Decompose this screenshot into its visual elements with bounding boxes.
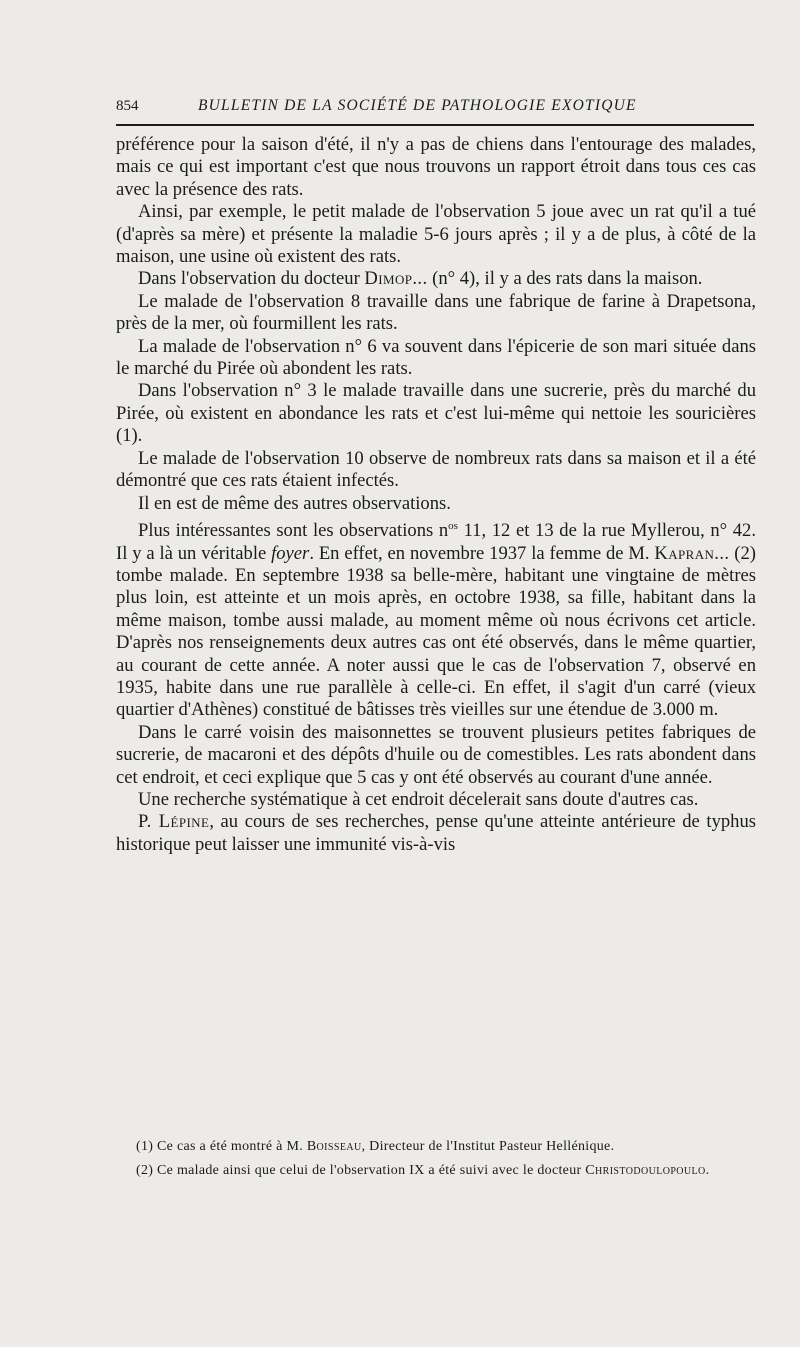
paragraph-9-text-a: Plus intéressantes sont les observations n bbox=[138, 520, 449, 542]
paragraph-12-text: , au cours de ses recherches, pense qu'une atteinte antérieure de typhus historique peut laisser une immunité vis-à-vis bbox=[116, 811, 756, 855]
footnote-2-text-b: . bbox=[705, 1163, 710, 1178]
footnotes bbox=[116, 1138, 756, 1186]
paragraph-11: Une recherche systématique à cet endroit décelerait sans doute d'autres cas. bbox=[138, 788, 699, 810]
footnote-1 bbox=[116, 1138, 756, 1156]
paragraph-9-text-d: (2) tombe malade. En septembre 1938 sa belle-mère, habitant une vingtaine de mètres plus loin, est atteinte et un mois après, en octobre 1938, sa fille, habitant dans la même maison, tombe aussi malade, au moment même où nous écrivons cet article. D'après nos renseignements deux autres cas ont été observés, dans le même quartier, au courant de cette année. A noter aussi que le cas de l'observation 7, observé en 1935, habite dans une rue parallèle à celle-ci. En effet, il s'agit d'un carré (vieux quartier d'Athènes) constitué de bâtisses très vieilles sur une étendue de 3.000 m. bbox=[116, 542, 756, 721]
author-name-lepine: P. Lépine bbox=[138, 811, 210, 833]
paragraph-9-text-c: . En effet, en novembre 1937 la femme de M. bbox=[309, 542, 655, 564]
paragraph-1: préférence pour la saison d'été, il n'y a pas de chiens dans l'entourage des malades, mais ce qui est important c'est que nous trouvons un rapport étroit dans tous ces cas avec la présence des rats. bbox=[116, 134, 756, 200]
page-number: 854 bbox=[116, 98, 139, 114]
paragraph-6: Dans l'observation n° 3 le malade travaille dans une sucrerie, près du marché du Pirée, où existent en abondance les rats et c'est lui-même qui nettoie les souricières (1). bbox=[116, 380, 756, 447]
paragraph-9-text-b: 11, 12 et 13 de la rue Myllerou, n° 42. Il y a là un véritable bbox=[116, 520, 756, 564]
footnote-1-text-a: (1) Ce cas a été montré à M. bbox=[136, 1139, 307, 1154]
paragraph-3-text-a: Dans l'observation du docteur bbox=[138, 268, 365, 290]
footnote-2-text-a: (2) Ce malade ainsi que celui de l'observation IX a été suivi avec le docteur bbox=[136, 1163, 586, 1178]
running-title: BULLETIN DE LA SOCIÉTÉ DE PATHOLOGIE EXOTIQUE bbox=[198, 97, 637, 114]
name-christodoulopoulo: Christodoulopoulo bbox=[585, 1163, 706, 1178]
foyer-emphasis: foyer bbox=[271, 542, 310, 564]
paragraph-8: Il en est de même des autres observations. bbox=[138, 492, 451, 514]
body-text bbox=[116, 134, 756, 856]
footnote-1-text-b: , Directeur de l'Institut Pasteur Hellénique. bbox=[361, 1139, 615, 1154]
paragraph-12 bbox=[116, 811, 756, 856]
paragraph-5: La malade de l'observation n° 6 va souvent dans l'épicerie de son mari située dans le marché du Pirée où abondent les rats. bbox=[116, 335, 756, 380]
paragraph-3 bbox=[116, 268, 756, 290]
paragraph-9 bbox=[116, 515, 756, 722]
doctor-name-dimop: Dimop... bbox=[364, 268, 428, 290]
paragraph-10: Dans le carré voisin des maisonnettes se trouvent plusieurs petites fabriques de sucrerie, de macaroni et des dépôts d'huile ou de comestibles. Les rats abondent dans cet endroit, et ceci explique que 5 cas y ont été observés au courant d'une année. bbox=[116, 721, 756, 788]
footnote-2 bbox=[116, 1162, 756, 1180]
paragraph-3-text-b: (n° 4), il y a des rats dans la maison. bbox=[427, 268, 703, 290]
page-header bbox=[116, 96, 758, 118]
paragraph-2: Ainsi, par exemple, le petit malade de l'observation 5 joue avec un rat qu'il a tué (d'après sa mère) et présente la maladie 5-6 jours après ; il y a de plus, à côté de la maison, une usine où existent des rats. bbox=[116, 201, 756, 268]
name-boisseau: Boisseau bbox=[306, 1139, 362, 1154]
superscript-os: os bbox=[448, 519, 458, 532]
header-rule bbox=[116, 124, 754, 126]
paragraph-7: Le malade de l'observation 10 observe de nombreux rats dans sa maison et il a été démontré que ces rats étaient infectés. bbox=[116, 447, 756, 492]
paragraph-4: Le malade de l'observation 8 travaille dans une fabrique de farine à Drapetsona, près de la mer, où fourmillent les rats. bbox=[116, 290, 756, 335]
name-kapran: Kapran... bbox=[654, 542, 730, 564]
